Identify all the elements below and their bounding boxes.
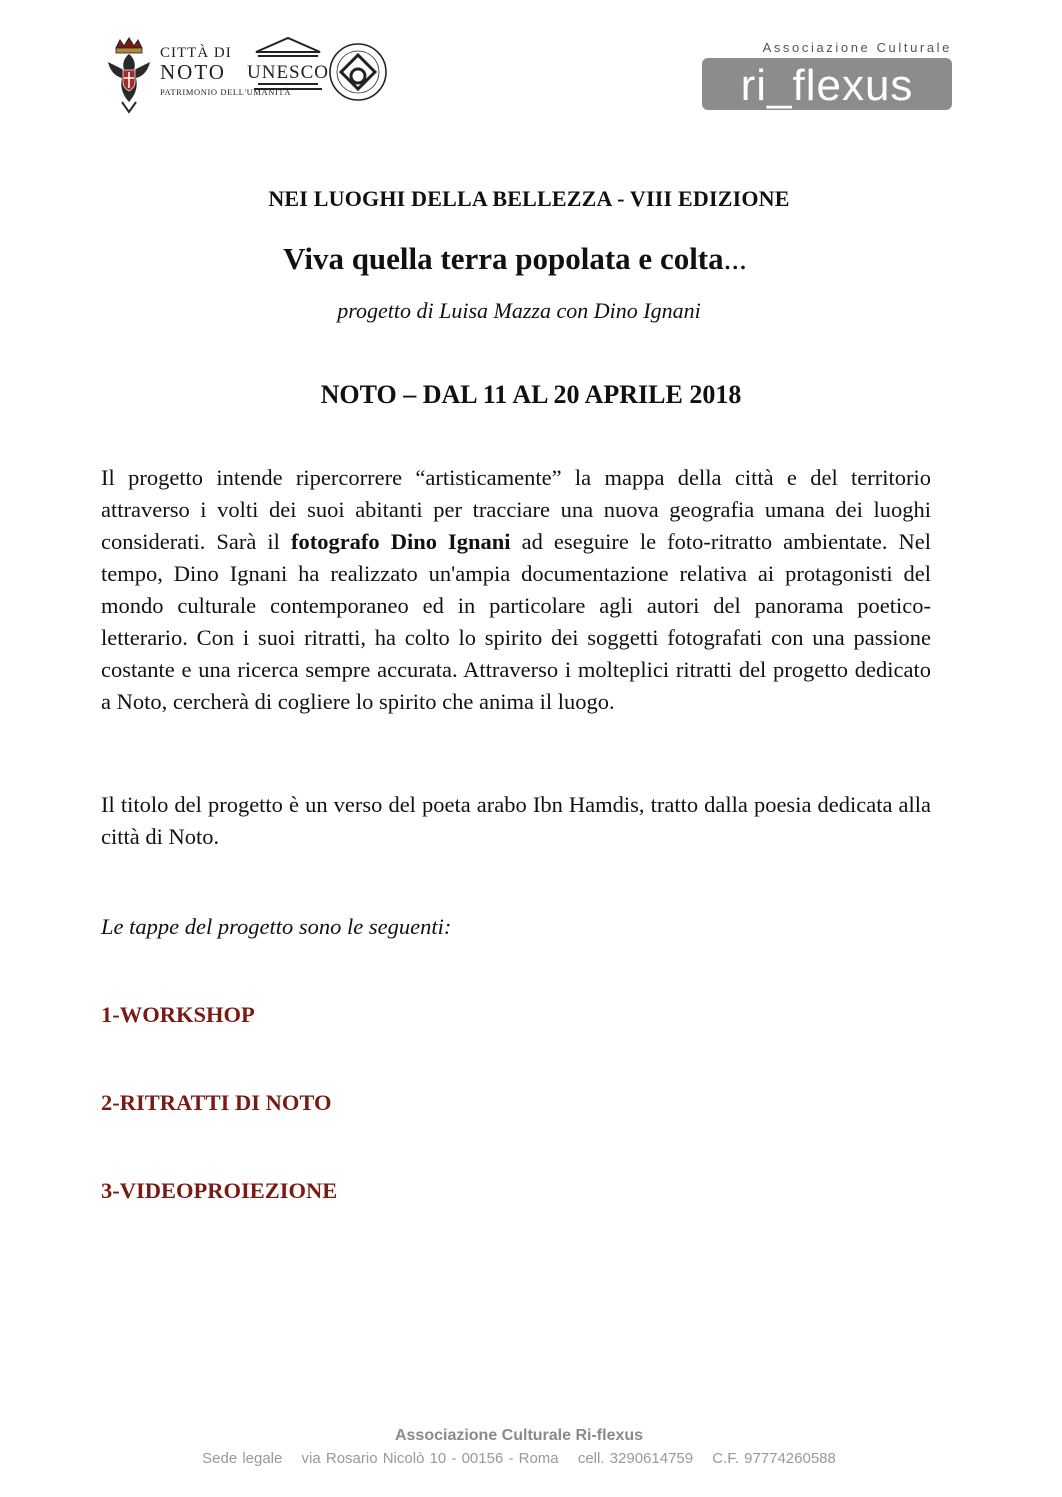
world-heritage-emblem-icon <box>326 40 390 104</box>
stages-intro: Le tappe del progetto sono le seguenti: <box>101 914 452 939</box>
riflexus-logo <box>702 40 954 112</box>
noto-line3: PATRIMONIO DELL'UMANITÀ <box>160 87 291 97</box>
footer-address: via Rosario Nicolò 10 - 00156 - Roma <box>301 1450 559 1467</box>
description-text-start: Il progetto intende ripercorrere “artisticamente” la mappa della città e del territorio attraverso i volti dei suoi abitanti per tracciare una nuova geografia umana dei luoghi considerati. Sarà il <box>101 465 931 554</box>
footer-tax-code: C.F. 97774260588 <box>712 1450 836 1467</box>
stage-ritratti: 2-RITRATTI DI NOTO <box>101 1090 332 1115</box>
photographer-name: fotografo Dino Ignani <box>290 529 511 554</box>
footer-contact-line <box>0 1450 1038 1467</box>
edition-heading: NEI LUOGHI DELLA BELLEZZA - VIII EDIZIONE <box>268 186 790 211</box>
svg-text:ri_flexus: ri_flexus <box>740 61 914 110</box>
noto-line2: NOTO <box>160 60 226 84</box>
title-origin-paragraph: Il titolo del progetto è un verso del poeta arabo Ibn Hamdis, tratto dalla poesia dedicata alla città di Noto. <box>101 792 931 849</box>
riflexus-wordmark-icon <box>702 58 952 110</box>
description-paragraph <box>101 462 931 718</box>
main-title <box>0 241 1030 277</box>
noto-line1: CITTÀ DI <box>160 45 232 61</box>
footer-organization: Associazione Culturale Ri-flexus <box>394 1427 644 1444</box>
noto-unesco-logo <box>104 36 396 116</box>
noto-crest-icon <box>104 36 154 116</box>
event-dates-heading: NOTO – DAL 11 AL 20 APRILE 2018 <box>320 380 742 409</box>
stage-workshop: 1-WORKSHOP <box>101 1002 255 1027</box>
stage-videoproiezione: 3-VIDEOPROIEZIONE <box>101 1178 338 1203</box>
riflexus-caption: Associazione Culturale <box>762 40 952 55</box>
svg-text:UNESCO: UNESCO <box>246 62 330 83</box>
main-title-text: Viva quella terra popolata e colta <box>283 241 724 276</box>
footer-phone: cell. 3290614759 <box>577 1450 694 1467</box>
description-text-end: ad eseguire le foto-ritratto ambientate. Nel tempo, Dino Ignani ha realizzato un'ampia documentazione relativa ai protagonisti del mondo culturale contemporaneo ed in particolare agli autori del panorama poetico-letterario. Con i suoi ritratti, ha colto lo spirito dei soggetti fotografati con una passione costante e una ricerca sempre accurata. Attraverso i molteplici ritratti del progetto dedicato a Noto, cercherà di cogliere lo spirito che anima il luogo. <box>101 529 931 714</box>
unesco-temple-icon <box>246 36 330 98</box>
project-credit: progetto di Luisa Mazza con Dino Ignani <box>337 298 701 323</box>
main-title-ellipsis: ... <box>723 241 747 276</box>
footer-seat: Sede legale <box>202 1450 283 1467</box>
